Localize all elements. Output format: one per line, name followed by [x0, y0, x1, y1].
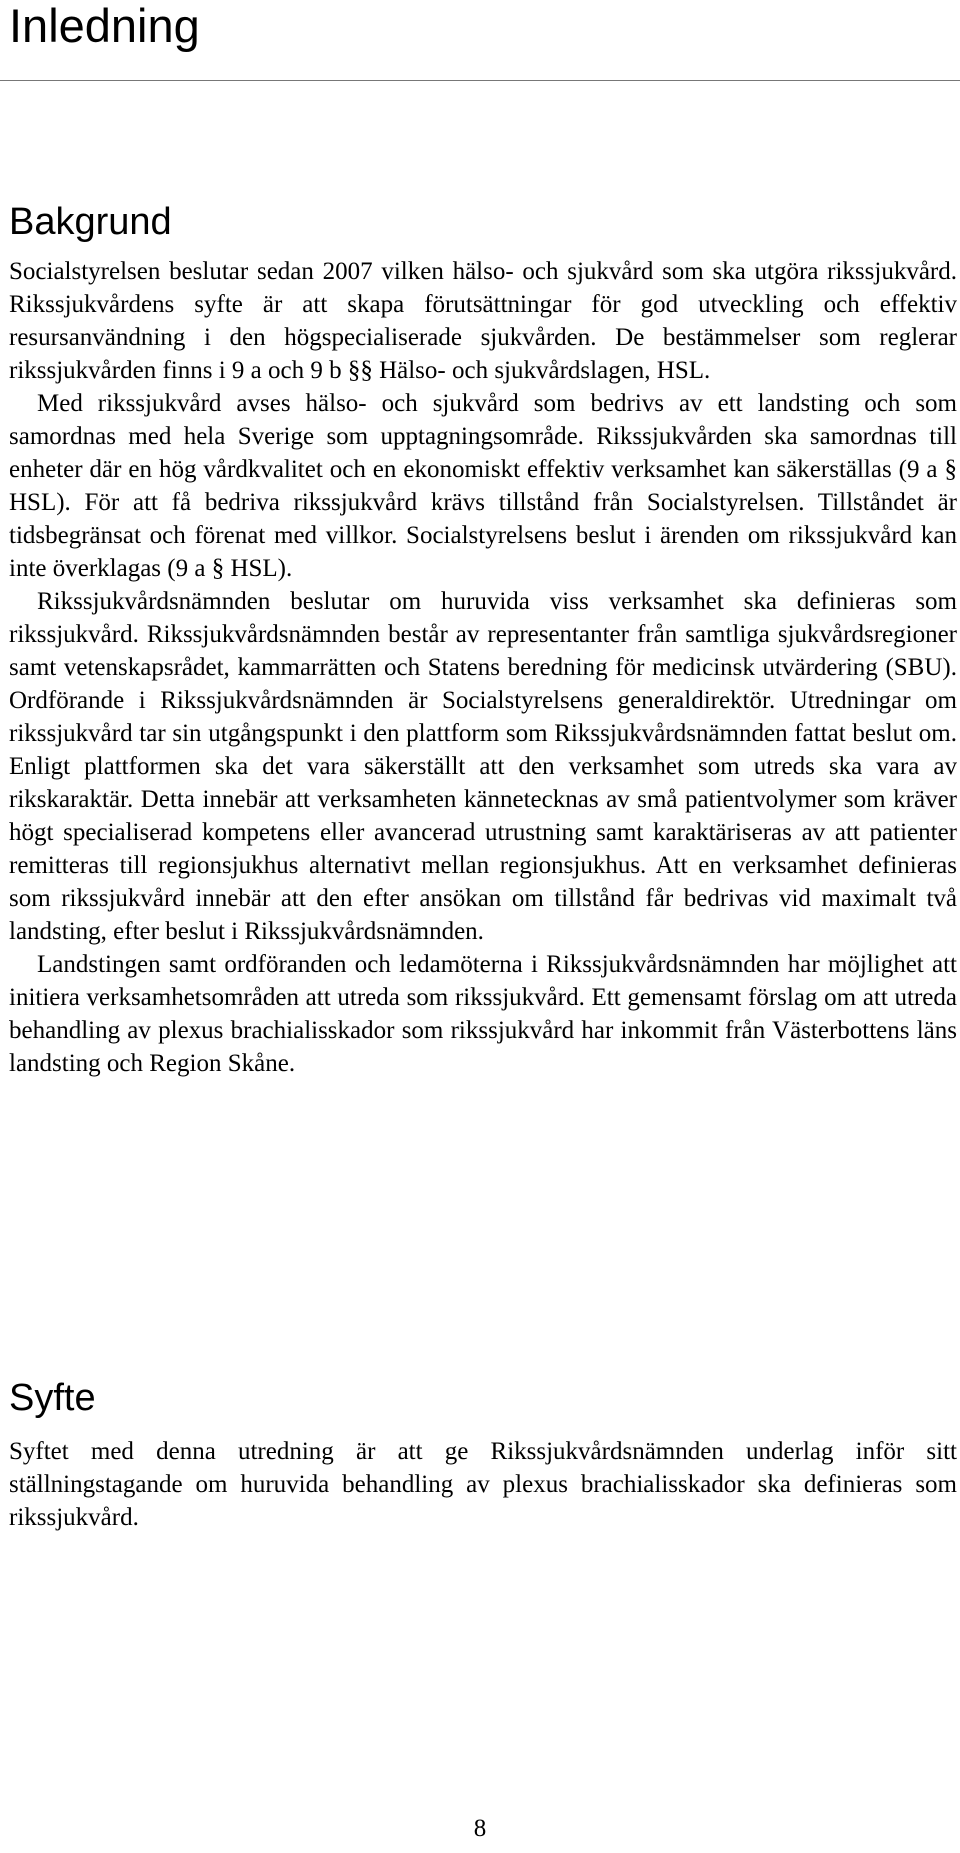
- section-heading-bakgrund: Bakgrund: [9, 201, 172, 243]
- paragraph: Rikssjukvårdsnämnden beslutar om huruvida viss verksamhet ska definieras som rikssjukvård. Rikssjukvårdsnämnden består av representanter från samtliga sjukvårdsregioner samt vetenskapsrådet, kammarrätten och Statens beredning för medicinsk utvärdering (SBU). Ordförande i Rikssjukvårdsnämnden är Socialstyrelsens generaldirektör. Utredningar om rikssjukvård tar sin utgångspunkt i den plattform som Rikssjukvårdsnämnden fattat beslut om. Enligt plattformen ska det vara säkerställt att den verksamhet som utreds ska vara av rikskaraktär. Detta innebär att verksamheten kännetecknas av små patientvolymer som kräver högt specialiserad kompetens eller avancerad utrustning samt karaktäriseras av att patienter remitteras till regionsjukhus alternativt mellan regionsjukhus. Att en verksamhet definieras som rikssjukvård innebär att den efter ansökan om tillstånd får bedrivas vid maximalt två landsting, efter beslut i Rikssjukvårdsnämnden.: [9, 588, 957, 945]
- paragraph: Syftet med denna utredning är att ge Rikssjukvårdsnämnden underlag inför sitt ställningstagande om huruvida behandling av plexus brachialisskador ska definieras som rikssjukvård.: [9, 1438, 957, 1531]
- chapter-rule: [0, 80, 960, 81]
- section-body-bakgrund: [9, 255, 957, 1080]
- chapter-title: Inledning: [9, 0, 200, 52]
- paragraph: Socialstyrelsen beslutar sedan 2007 vilken hälso- och sjukvård som ska utgöra rikssjukvård. Rikssjukvårdens syfte är att skapa förutsättningar för god utveckling och effektiv resursanvändning i den högspecialiserade sjukvården. De bestämmelser som reglerar rikssjukvården finns i 9 a och 9 b §§ Hälso- och sjukvårdslagen, HSL.: [9, 258, 957, 384]
- paragraph: Landstingen samt ordföranden och ledamöterna i Rikssjukvårdsnämnden har möjlighet att initiera verksamhetsområden att utreda som rikssjukvård. Ett gemensamt förslag om att utreda behandling av plexus brachialisskador som rikssjukvård har inkommit från Västerbottens läns landsting och Region Skåne.: [9, 951, 957, 1077]
- section-heading-syfte: Syfte: [9, 1377, 96, 1419]
- page-number: 8: [473, 1815, 487, 1842]
- paragraph: Med rikssjukvård avses hälso- och sjukvård som bedrivs av ett landsting och som samordnas med hela Sverige som upptagningsområde. Rikssjukvården ska samordnas till enheter där en hög vårdkvalitet och en ekonomiskt effektiv verksamhet kan säkerställas (9 a § HSL). För att få bedriva rikssjukvård krävs tillstånd från Socialstyrelsen. Tillståndet är tidsbegränsat och förenat med villkor. Socialstyrelsens beslut i ärenden om rikssjukvård kan inte överklagas (9 a § HSL).: [9, 390, 957, 582]
- section-body-syfte: [9, 1435, 957, 1534]
